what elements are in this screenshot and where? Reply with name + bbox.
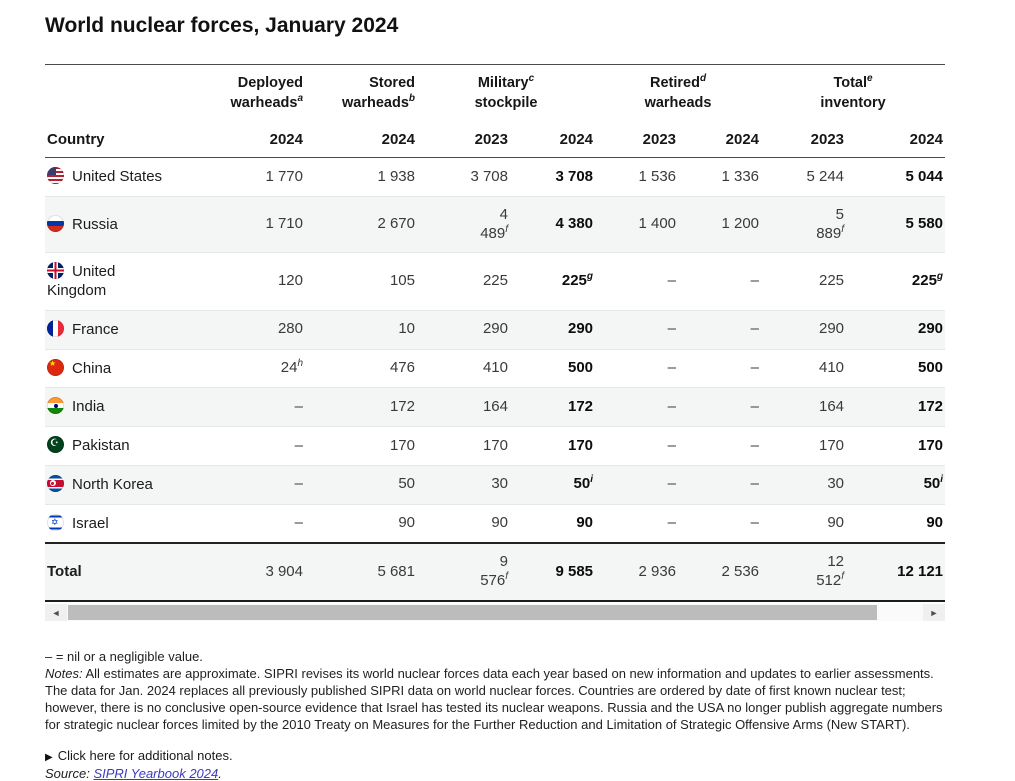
- cell-stored_2024: 50: [305, 465, 417, 504]
- notes-text: All estimates are approximate. SIPRI revises its world nuclear forces data each year based on new information and updates to earlier assessments. The data for Jan. 2024 replaces all previously published SIPRI data on world nuclear forces. Countries are ordered by date of first known nuclear test; however, there is no conclusive open-source evidence that Israel has tested its nuclear weapons. Russia and the USA no longer publish aggregate numbers for strategic nuclear forces limited by the 2010 Treaty on Measures for the Further Reduction and Limitation of Strategic Offensive Arms (New START).: [45, 665, 943, 732]
- cell-retired_2023: –: [595, 388, 678, 427]
- country-name: Israel: [72, 514, 109, 532]
- col-year-deployed-2024: 2024: [210, 122, 305, 158]
- total-row: [45, 543, 945, 601]
- col-group-deployed-warheads: Deployed warheads$^a$: [230, 75, 303, 111]
- country-name: France: [72, 320, 119, 338]
- cell-military_2023: 164: [417, 388, 510, 427]
- cell-total_2024: 290: [846, 310, 945, 349]
- cell-retired_2023: –: [595, 465, 678, 504]
- col-year-total-2023: 2023: [761, 122, 846, 158]
- cell-total_2024: 5 580: [846, 196, 945, 253]
- cell-military_2024: 50$^i$: [510, 465, 595, 504]
- cell-military_2023: 3 708: [470, 167, 508, 185]
- cell-deployed_2024: 120: [210, 253, 305, 311]
- expand-triangle-icon: ▶: [45, 751, 53, 763]
- source-line: [45, 766, 945, 781]
- notes-paragraph: [45, 665, 950, 733]
- country-cell: [45, 310, 210, 349]
- cell-military_2023: 170: [417, 427, 510, 466]
- scroll-right-button[interactable]: [923, 604, 945, 621]
- cell-total_2024: 170: [846, 427, 945, 466]
- cell-retired_2024: 1 336: [721, 167, 760, 185]
- source-link[interactable]: SIPRI Yearbook 2024: [93, 765, 219, 781]
- cell-retired_2023: 1 536: [638, 167, 677, 185]
- country-name: China: [72, 359, 112, 377]
- total-label-cell: [45, 543, 210, 601]
- col-group-retired-warheads: Retired$^d$ warheads: [644, 73, 712, 111]
- cell-total_2023: 290: [761, 310, 846, 349]
- cell-retired_2024: –: [678, 427, 761, 466]
- nil-value-note: [45, 648, 950, 665]
- cell-deployed_2024: 1 770: [265, 167, 303, 185]
- country-name: Russia: [72, 215, 118, 233]
- cell-military_2023: 4 489$^f$: [417, 196, 510, 253]
- table-row: [45, 196, 945, 253]
- cell-military_2024: 90: [510, 504, 595, 543]
- country-name: North Korea: [72, 475, 153, 493]
- cell-deployed_2024: 280: [210, 310, 305, 349]
- cell-retired_2024: –: [678, 349, 761, 388]
- cell-total_2024: 12 121: [846, 543, 945, 601]
- cell-total_2024: 5 044: [905, 167, 944, 185]
- cell-retired_2023: –: [595, 310, 678, 349]
- cell-military_2024: 9 585: [510, 543, 595, 601]
- scrollbar-thumb[interactable]: [68, 605, 877, 620]
- country-cell: [45, 427, 210, 466]
- source-label: Source:: [45, 765, 90, 781]
- cell-retired_2023: 1 400: [595, 196, 678, 253]
- col-year-military-2024: 2024: [510, 122, 595, 158]
- country-cell: [45, 158, 210, 197]
- column-group-header-row: [45, 65, 945, 123]
- country-name: Pakistan: [72, 437, 130, 455]
- country-cell: [45, 465, 210, 504]
- cell-deployed_2024: –: [210, 504, 305, 543]
- cell-retired_2024: –: [678, 310, 761, 349]
- table-row: [45, 158, 945, 197]
- table-row: [45, 349, 945, 388]
- flag-icon-in: [47, 397, 64, 414]
- cell-deployed_2024: 3 904: [210, 543, 305, 601]
- col-group-stored-warheads: Stored warheads$^b$: [341, 75, 415, 111]
- flag-icon-pk: [47, 436, 64, 453]
- country-cell: [45, 253, 210, 311]
- country-column-header: Country: [45, 122, 210, 158]
- cell-total_2023: 164: [761, 388, 846, 427]
- cell-total_2023: 90: [761, 504, 846, 543]
- cell-military_2024: 225$^g$: [510, 253, 595, 311]
- flag-icon-gb: [47, 262, 64, 279]
- flag-icon-us: [47, 167, 64, 184]
- cell-stored_2024: 476: [305, 349, 417, 388]
- scroll-left-button[interactable]: [45, 604, 67, 621]
- cell-retired_2024: 2 536: [678, 543, 761, 601]
- additional-notes-toggle[interactable]: [45, 748, 945, 763]
- flag-icon-kp: [47, 475, 64, 492]
- cell-military_2024: 172: [510, 388, 595, 427]
- col-year-retired-2024: 2024: [678, 122, 761, 158]
- cell-military_2024: 4 380: [510, 196, 595, 253]
- cell-stored_2024: 172: [305, 388, 417, 427]
- table-row: [45, 504, 945, 543]
- cell-stored_2024: 10: [305, 310, 417, 349]
- col-group-military-stockpile: Military$^c$ stockpile: [474, 73, 538, 111]
- cell-total_2023: 225: [761, 253, 846, 311]
- cell-total_2023: 12 512$^f$: [761, 543, 846, 601]
- cell-retired_2024: –: [678, 504, 761, 543]
- cell-retired_2023: –: [595, 349, 678, 388]
- notes-label: Notes:: [45, 665, 83, 681]
- cell-retired_2024: –: [678, 465, 761, 504]
- country-cell: [45, 504, 210, 543]
- cell-stored_2024: 2 670: [305, 196, 417, 253]
- notes-section: [45, 648, 950, 733]
- flag-icon-ru: [47, 215, 64, 232]
- cell-total_2023: 5 889$^f$: [761, 196, 846, 253]
- flag-icon-fr: [47, 320, 64, 337]
- horizontal-scrollbar[interactable]: [45, 604, 945, 622]
- col-year-military-2023: 2023: [417, 122, 510, 158]
- flag-icon-cn: [47, 359, 64, 376]
- cell-retired_2024: 1 200: [678, 196, 761, 253]
- cell-military_2023: 9 576$^f$: [417, 543, 510, 601]
- nil-value-note-text: – = nil or a negligible value.: [45, 648, 203, 664]
- cell-total_2023: 170: [761, 427, 846, 466]
- year-header-row: [45, 122, 945, 158]
- cell-retired_2024: –: [678, 388, 761, 427]
- cell-military_2024: 170: [510, 427, 595, 466]
- cell-retired_2023: –: [595, 427, 678, 466]
- empty-header-cell: [45, 65, 210, 123]
- table-row: [45, 465, 945, 504]
- cell-total_2023: 30: [761, 465, 846, 504]
- cell-military_2023: 410: [417, 349, 510, 388]
- col-year-stored-2024: 2024: [305, 122, 417, 158]
- cell-military_2023: 90: [417, 504, 510, 543]
- additional-notes-label: Click here for additional notes.: [57, 747, 233, 763]
- cell-retired_2023: 2 936: [595, 543, 678, 601]
- cell-deployed_2024: 1 710: [210, 196, 305, 253]
- country-cell: [45, 388, 210, 427]
- flag-icon-il: [47, 514, 64, 531]
- country-name: United Kingdom: [47, 263, 116, 300]
- cell-stored_2024: 90: [305, 504, 417, 543]
- cell-deployed_2024: 24$^h$: [210, 349, 305, 388]
- arrow-right-icon: ►: [929, 607, 939, 618]
- col-year-retired-2023: 2023: [595, 122, 678, 158]
- cell-stored_2024: 5 681: [305, 543, 417, 601]
- cell-military_2023: 225: [417, 253, 510, 311]
- cell-total_2023: 410: [761, 349, 846, 388]
- cell-retired_2023: –: [595, 504, 678, 543]
- country-cell: [45, 349, 210, 388]
- country-name: United States: [72, 168, 163, 186]
- cell-deployed_2024: –: [210, 388, 305, 427]
- cell-military_2024: 290: [510, 310, 595, 349]
- page-title: World nuclear forces, January 2024: [45, 14, 399, 37]
- cell-total_2024: 172: [846, 388, 945, 427]
- scrollbar-track[interactable]: [67, 604, 923, 621]
- cell-military_2023: 30: [417, 465, 510, 504]
- cell-military_2024: 500: [510, 349, 595, 388]
- cell-total_2024: 225$^g$: [846, 253, 945, 311]
- country-cell: [45, 196, 210, 253]
- table-row: [45, 253, 945, 311]
- cell-retired_2023: –: [595, 253, 678, 311]
- col-group-total-inventory: Total$^e$ inventory: [820, 73, 886, 111]
- country-name: Total: [47, 562, 82, 580]
- arrow-left-icon: ◄: [51, 607, 61, 618]
- cell-total_2024: 500: [846, 349, 945, 388]
- country-name: India: [72, 398, 105, 416]
- cell-total_2024: 50$^i$: [846, 465, 945, 504]
- table-row: [45, 310, 945, 349]
- cell-retired_2024: –: [678, 253, 761, 311]
- cell-stored_2024: 1 938: [377, 167, 415, 185]
- cell-deployed_2024: –: [210, 427, 305, 466]
- cell-stored_2024: 170: [305, 427, 417, 466]
- cell-total_2024: 90: [846, 504, 945, 543]
- nuclear-forces-table: [45, 64, 945, 602]
- cell-military_2023: 290: [417, 310, 510, 349]
- table-row: [45, 388, 945, 427]
- table-row: [45, 427, 945, 466]
- cell-stored_2024: 105: [305, 253, 417, 311]
- cell-total_2023: 5 244: [806, 167, 845, 185]
- col-year-total-2024: 2024: [846, 122, 945, 158]
- source-period: .: [218, 765, 222, 781]
- cell-military_2024: 3 708: [555, 167, 594, 185]
- cell-deployed_2024: –: [210, 465, 305, 504]
